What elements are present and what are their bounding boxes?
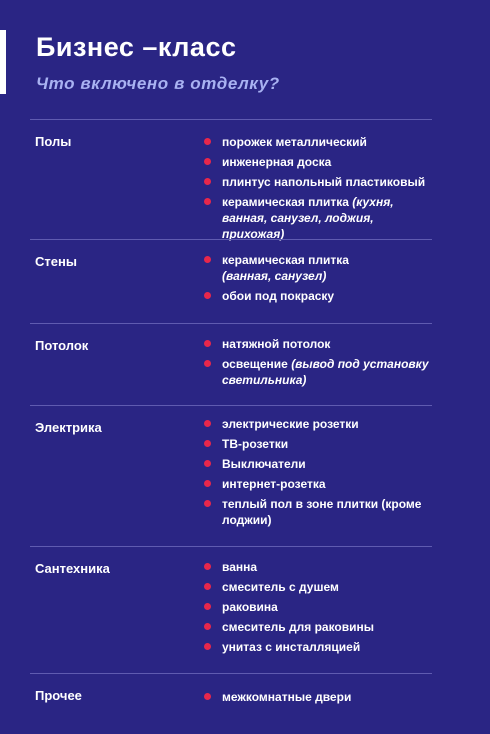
section-name: Сантехника: [35, 561, 110, 576]
list-item: [204, 599, 434, 615]
item-note: (вывод под установку светильника): [222, 357, 429, 387]
section-0: [30, 119, 432, 239]
item-text: унитаз с инсталляцией: [222, 640, 361, 654]
section-name: Стены: [35, 254, 77, 269]
section-items: [204, 674, 434, 705]
page-subtitle: Что включено в отделку?: [36, 74, 280, 93]
item-text: освещение: [222, 357, 288, 371]
section-2: [30, 323, 432, 405]
list-item: [204, 356, 434, 388]
bullet-icon: [204, 158, 211, 165]
item-text: керамическая плитка: [222, 253, 349, 267]
section-name: Прочее: [35, 688, 82, 703]
list-item: [204, 619, 434, 635]
item-text: ванна: [222, 560, 258, 574]
list-item: [204, 416, 434, 432]
list-item: [204, 476, 434, 492]
bullet-icon: [204, 643, 211, 650]
item-text: Выключатели: [222, 457, 306, 471]
section-items: [204, 547, 434, 655]
section-items: [204, 324, 434, 388]
section-name: Потолок: [35, 338, 89, 353]
item-text: раковина: [222, 600, 278, 614]
item-text: инженерная доска: [222, 155, 332, 169]
section-items: [204, 406, 434, 528]
section-4: [30, 546, 432, 673]
list-item: [204, 194, 434, 242]
bullet-icon: [204, 178, 211, 185]
bullet-icon: [204, 292, 211, 299]
bullet-icon: [204, 623, 211, 630]
bullet-icon: [204, 138, 211, 145]
list-item: [204, 496, 434, 528]
bullet-icon: [204, 583, 211, 590]
accent-bar: [0, 30, 6, 94]
bullet-icon: [204, 256, 211, 263]
bullet-icon: [204, 693, 211, 700]
section-3: [30, 405, 432, 546]
bullet-icon: [204, 440, 211, 447]
section-items: [204, 240, 434, 304]
list-item: [204, 579, 434, 595]
section-items: [204, 120, 434, 242]
bullet-icon: [204, 198, 211, 205]
list-item: [204, 174, 434, 190]
list-item: [204, 154, 434, 170]
bullet-icon: [204, 340, 211, 347]
bullet-icon: [204, 360, 211, 367]
list-item: [204, 288, 434, 304]
list-item: [204, 336, 434, 352]
item-note: (кухня, ванная, санузел, лоджия, прихожая): [222, 195, 394, 241]
page-title: Бизнес –класс: [36, 32, 237, 62]
item-text: смеситель с душем: [222, 580, 339, 594]
item-text: смеситель для раковины: [222, 620, 375, 634]
list-item: [204, 252, 434, 284]
item-text: межкомнатные двери: [222, 690, 352, 704]
bullet-icon: [204, 480, 211, 487]
list-item: [204, 456, 434, 472]
section-5: [30, 673, 432, 734]
item-text: обои под покраску: [222, 289, 335, 303]
section-name: Электрика: [35, 420, 102, 435]
item-text: плинтус напольный пластиковый: [222, 175, 426, 189]
bullet-icon: [204, 500, 211, 507]
item-text: ТВ-розетки: [222, 437, 289, 451]
item-text: порожек металлический: [222, 135, 367, 149]
item-note: (ванная, санузел): [222, 269, 327, 283]
item-text: натяжной потолок: [222, 337, 331, 351]
list-item: [204, 134, 434, 150]
list-item: [204, 559, 434, 575]
bullet-icon: [204, 603, 211, 610]
bullet-icon: [204, 563, 211, 570]
list-item: [204, 639, 434, 655]
list-item: [204, 436, 434, 452]
bullet-icon: [204, 420, 211, 427]
section-name: Полы: [35, 134, 72, 149]
bullet-icon: [204, 460, 211, 467]
item-text: теплый пол в зоне плитки (кроме лоджии): [222, 497, 422, 527]
list-item: [204, 689, 434, 705]
finish-sections: [0, 119, 490, 734]
item-text: керамическая плитка: [222, 195, 349, 209]
section-1: [30, 239, 432, 323]
item-text: интернет-розетка: [222, 477, 326, 491]
item-text: электрические розетки: [222, 417, 359, 431]
